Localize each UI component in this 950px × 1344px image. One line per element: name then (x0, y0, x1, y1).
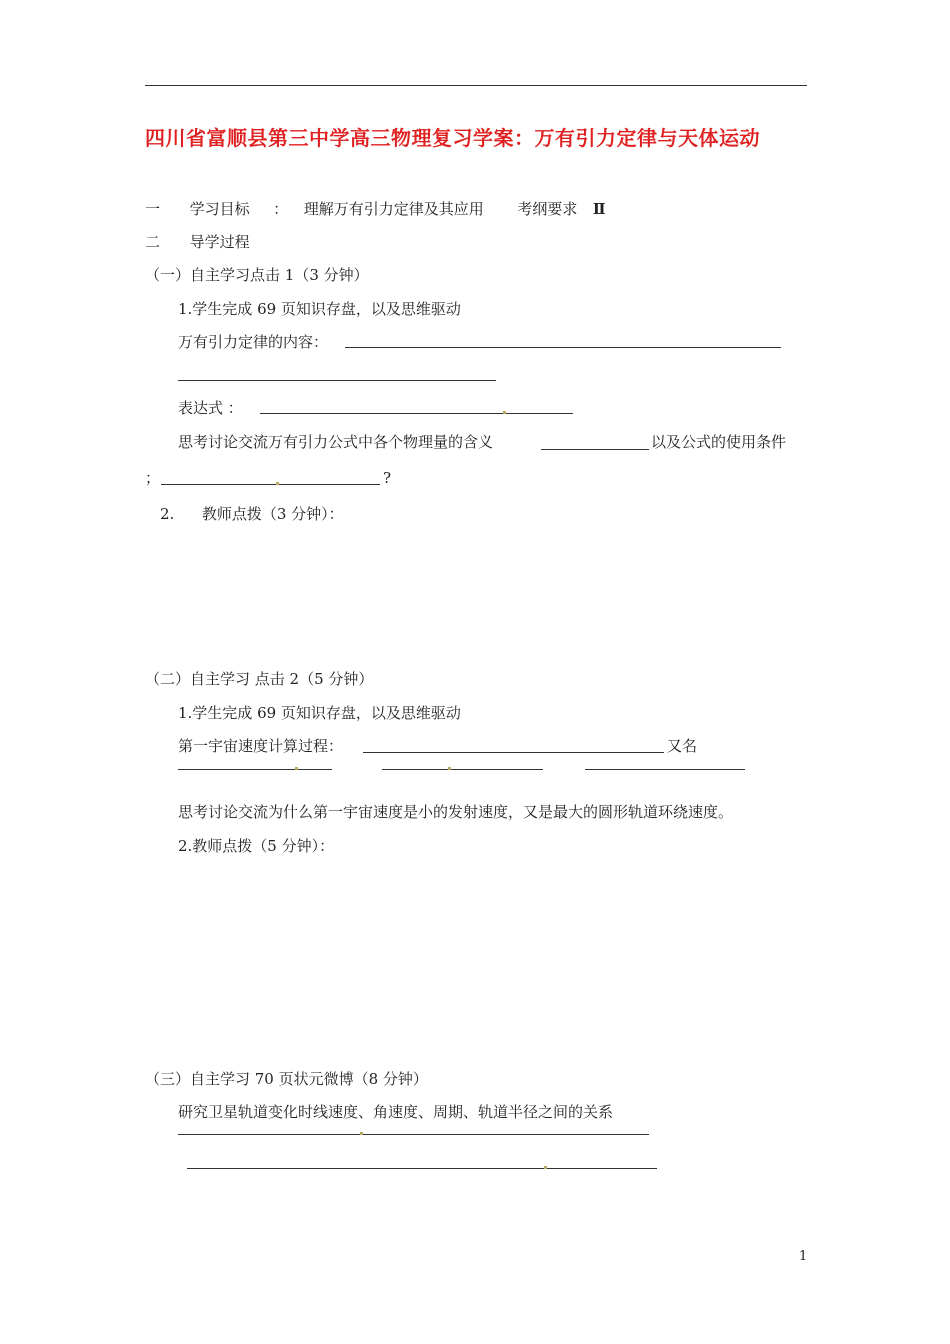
scan-dot (503, 411, 506, 414)
process-number: 二 (145, 233, 161, 251)
header-rule (145, 85, 807, 86)
expression-blank[interactable] (260, 413, 573, 414)
section1-item2-number: 2. (160, 505, 175, 523)
process-line (145, 232, 250, 252)
name-blank-1[interactable] (178, 769, 332, 770)
section1-item2-text: 教师点拨（3 分钟）： (201, 505, 344, 523)
law-content-line (178, 332, 328, 352)
also-named-label: 又名 (667, 737, 698, 755)
expression-label: 表达式 ： (178, 399, 243, 417)
objectives-colon: ： (273, 200, 289, 218)
section2-item2: 2.教师点拨（5 分钟）： (178, 837, 335, 855)
process-label: 导学过程 (189, 233, 250, 251)
section1-item2 (160, 504, 344, 524)
objectives-label: 学习目标 (189, 200, 250, 218)
section1-heading: （一）自主学习点击 1（3 分钟） (145, 266, 369, 284)
law-content-label: 万有引力定律的内容： (178, 333, 329, 351)
scan-dot (448, 767, 451, 770)
relation-blank-2[interactable] (187, 1168, 657, 1169)
name-blank-2[interactable] (382, 769, 543, 770)
page-number: 1 (799, 1249, 808, 1264)
conditions-question: ? (383, 469, 392, 487)
calc-label: 第一宇宙速度计算过程： (178, 737, 344, 755)
meaning-blank[interactable] (541, 449, 649, 450)
conditions-blank[interactable] (161, 484, 380, 485)
relation-blank-1[interactable] (178, 1134, 649, 1135)
section1-item1: 1.学生完成 69 页知识存盘，以及思维驱动 (178, 300, 461, 318)
scan-dot (360, 1132, 363, 1135)
section3-heading: （三）自主学习 70 页状元微博（8 分钟） (145, 1070, 428, 1088)
objectives-line (145, 199, 606, 219)
section3-text: 研究卫星轨道变化时线速度、角速度、周期、轨道半径之间的关系 (178, 1103, 614, 1121)
objectives-number: 一 (145, 200, 161, 218)
section2-item1: 1.学生完成 69 页知识存盘，以及思维驱动 (178, 704, 461, 722)
scan-dot (544, 1166, 547, 1169)
document-title: 四川省富顺县第三中学高三物理复习学案：万有引力定律与天体运动 (145, 126, 760, 150)
syllabus-level: Ⅱ (592, 200, 606, 218)
discuss-line-1 (178, 432, 493, 452)
scan-dot (295, 767, 298, 770)
name-blank-3[interactable] (585, 769, 745, 770)
discuss-meaning-text: 思考讨论交流万有引力公式中各个物理量的含义 (178, 433, 494, 451)
section2-discuss: 思考讨论交流为什么第一宇宙速度是小的发射速度，又是最大的圆形轨道环绕速度。 (178, 803, 734, 821)
objectives-text: 理解万有引力定律及其应用 (303, 200, 484, 218)
scan-dot (276, 482, 279, 485)
section2-heading: （二）自主学习 点击 2（5 分钟） (145, 670, 374, 688)
law-content-blank-1[interactable] (345, 347, 781, 348)
syllabus-label: 考纲要求 (517, 200, 578, 218)
calc-blank[interactable] (363, 752, 664, 753)
conditions-semicolon: ； (145, 469, 161, 487)
law-content-blank-2[interactable] (178, 380, 496, 381)
discuss-conditions-text: 以及公式的使用条件 (651, 433, 787, 451)
expression-line (178, 398, 243, 418)
